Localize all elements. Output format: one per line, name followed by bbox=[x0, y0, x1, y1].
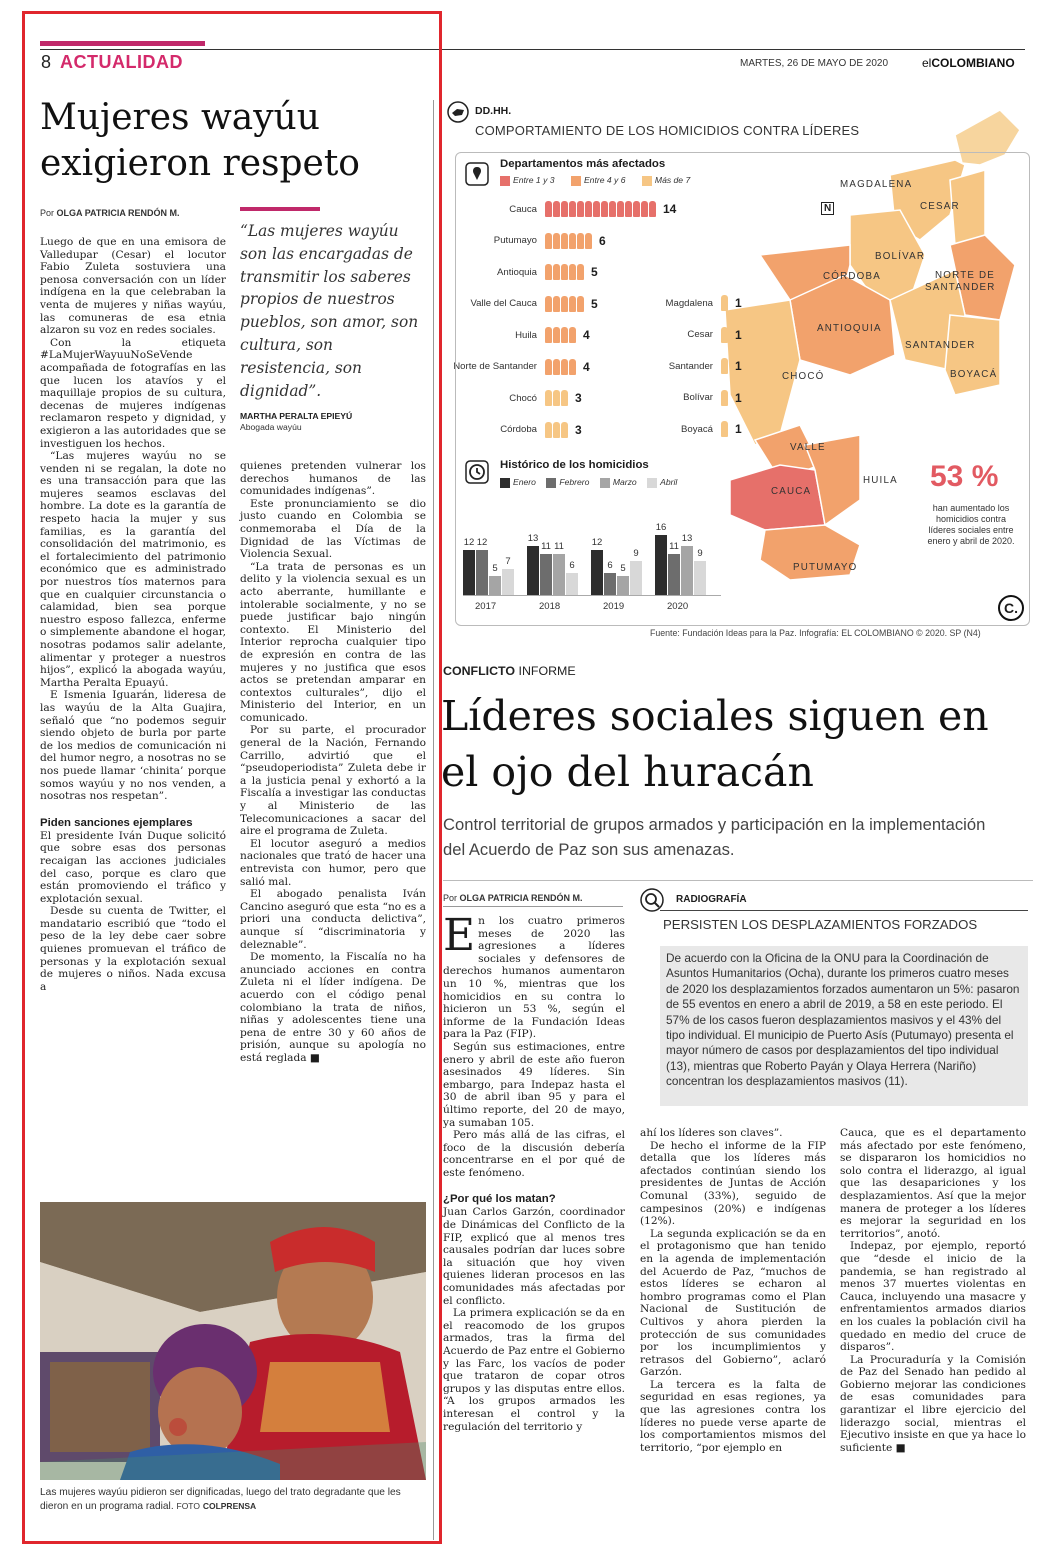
dept-label: Bolívar bbox=[683, 392, 713, 403]
map-label: VALLE bbox=[790, 442, 826, 453]
paragraph: De hecho el informe de la FIP detalla que los líderes más afectados continúan siendo los presidentes de Juntas de Acción Comunal (33%), seguido de campesinos (20%) e indígenas (12%). bbox=[640, 1139, 826, 1228]
map-label: BOLÍVAR bbox=[875, 251, 926, 262]
left-byline: Por OLGA PATRICIA RENDÓN M. bbox=[40, 208, 180, 218]
hist-value: 11 bbox=[541, 540, 551, 552]
map-label: SANTANDER bbox=[925, 282, 996, 293]
pull-quote: “Las mujeres wayúu son las encargadas de transmitir los saberes propios de nuestros pueblos, son amor, son cultura, son resistencia, son dignidad”. bbox=[240, 222, 419, 400]
hist-legend: Enero Febrero Marzo Abril bbox=[500, 477, 677, 488]
paragraph: Por su parte, el procurador general de la Nación, Fernando Carrillo, advirtió que el “pseudoperiodista” Zuleta debe ir a la justicia penal y exhortó a la Fiscalía a investigar las conductas y al Ministerio de las Telecomunicaciones a sacar del aire el programa de Zuleta. bbox=[240, 724, 426, 838]
issue-date: MARTES, 26 DE MAYO DE 2020 bbox=[740, 58, 889, 69]
map-label: CHOCÓ bbox=[782, 371, 825, 382]
paragraph: La tercera es la falta de seguridad en esas regiones, ya que las agresiones contra los líderes no puede verse aparte de los comportamientos mismos del territorio, “por ejemplo en bbox=[640, 1378, 826, 1454]
photo-illustration bbox=[40, 1202, 426, 1480]
paragraph: Luego de que en una emisora de Valledupar (Cesar) el locutor Fabio Zuleta sostuviera una penosa conversación con un líder indígena en la que celebraban la venta de mujeres y niñas wayúu, las comuneras de esa etnia alzaron su voz en redes sociales. bbox=[40, 236, 226, 337]
map-label: NORTE DE bbox=[935, 270, 996, 281]
infographic-source: Fuente: Fundación Ideas para la Paz. Infografía: EL COLOMBIANO © 2020. SP (N4) bbox=[650, 628, 981, 638]
hist-value: 12 bbox=[463, 537, 475, 548]
paragraph: “Las mujeres wayúu no se venden ni se regalan, la dote no es una transacción para que las mujeres seamos esclavas del hombre. La dote es la garantía de respeto hacia la mujer y sus familias, es la garantía del consolidación del matrimonio, es el fortalecimiento del patrimonio económico que es administrado por nuestros tíos maternos para que en cualquier circunstancia o calamidad, bien sea porque nuestro esposo fallezca, enferme o simplemente abandone el hogar, nosotras podamos salir adelante, alimentar y proteger a nuestros hijos”, explicó la abogada wayúu, Martha Peralta Epuayú. bbox=[40, 450, 226, 689]
hist-year: 2017 bbox=[475, 601, 497, 612]
dept-value: 3 bbox=[575, 422, 582, 437]
paragraph: Juan Carlos Garzón, coordinador de Dinámicas del Conflicto de la FIP, explicó que al menos tres causales podrían dar luces sobre la situación que hoy viven quienes lideran procesos en las comunidades más afectadas por el conflicto. bbox=[443, 1206, 625, 1307]
sidebar-rule bbox=[660, 910, 1028, 911]
map-label: BOYACÁ bbox=[950, 369, 998, 380]
paragraph: E Ismenia Iguarán, lideresa de las wayúu de la Alta Guajira, señaló que “no podemos seguir siendo objeto de burla por parte de los medios de comunicación ni del humor negro, a nosotras no se nos puede llamar ‘chinita’ porque somos wayúu y no nos venden, a nosotras nos respetan”. bbox=[40, 689, 226, 803]
left-article-title: Mujeres wayúu exigieron respeto bbox=[40, 97, 360, 184]
percentage-note: han aumentado los homicidios contra líderes sociales entre enero y abril de 2020. bbox=[927, 503, 1015, 546]
dept-value: 1 bbox=[735, 327, 742, 342]
map-label: MAGDALENA bbox=[840, 179, 913, 190]
left-column-2 bbox=[240, 460, 426, 1065]
dept-label: Córdoba bbox=[500, 424, 537, 435]
sidebar-text: De acuerdo con la Oficina de la ONU para la Coordinación de Asuntos Humanitarios (Ocha), durante los primeros cuatro meses de 2020 los desplazamientos forzados aumentaron un 5%: pasaron de 55 eventos en enero a abril de 2019, a 58 en este periodo. El 57% de los casos fueron desplazamientos masivos y el 43% del tipo individual. El municipio de Puerto Asís (Putumayo) presenta el mayor número de casos por desplazamientos del tipo individual (13), mientras que Roberto Payán y Olaya Herrera (Nariño) concentran los desplazamientos masivos (11). bbox=[660, 946, 1028, 1106]
map-label: CESAR bbox=[920, 201, 960, 212]
photo-caption: Las mujeres wayúu pidieron ser dignificadas, luego del trato degradante que les dieron en un programa radial. FOTO COLPRENSA bbox=[40, 1487, 401, 1512]
brand-logo: elCOLOMBIANO bbox=[922, 56, 1015, 70]
hist-chart-title: Histórico de los homicidios bbox=[500, 459, 649, 471]
dept-label: Magdalena bbox=[665, 297, 713, 309]
hist-value: 11 bbox=[669, 540, 679, 552]
paragraph: ahí los líderes son claves”. bbox=[640, 1127, 783, 1139]
hist-value: 11 bbox=[554, 540, 564, 552]
magnifier-icon bbox=[640, 888, 664, 912]
paragraph: La primera explicación se da en el reacomodo de los grupos armados, tras la firma del Acuerdo de Paz entre el Gobierno y las Farc, los vacíos de poder que trataron de copar otros grupos y las disputas entre ellos. “A los grupos armados les interesan el control y la regulación del territorio y bbox=[443, 1307, 625, 1433]
dept-label: Cesar bbox=[687, 329, 713, 340]
paragraph: Cauca, que es el departamento más afectado por este fenómeno, se dispararon los homicidios no solo contra el liderazgo, al igual que las desapariciones y los desplazamientos. Así que la mejor manera de proteger a los líderes es mejorar la seguridad en los territorios”, anotó. bbox=[840, 1127, 1026, 1240]
left-column-1 bbox=[40, 236, 226, 993]
column-divider bbox=[433, 100, 434, 1540]
hist-value: 12 bbox=[476, 537, 488, 548]
dept-label: Santander bbox=[668, 360, 713, 372]
info-title: COMPORTAMIENTO DE LOS HOMICIDIOS CONTRA LÍDERES bbox=[475, 123, 860, 138]
paragraph: El abogado penalista Iván Cancino aseguró que esta “no es a priori una conducta delictiva”, aunque sí “discriminatoria y deleznable”. bbox=[240, 888, 426, 951]
dept-value: 1 bbox=[735, 296, 742, 310]
subheading: ¿Por qué los matan? bbox=[443, 1193, 556, 1206]
dept-value: 1 bbox=[735, 390, 742, 405]
quote-role: Abogada wayúu bbox=[240, 422, 302, 432]
map-label: PUTUMAYO bbox=[793, 562, 858, 573]
dept-label: Valle del Cauca bbox=[470, 298, 537, 309]
dept-value: 3 bbox=[575, 391, 582, 405]
dept-label: Huila bbox=[515, 329, 537, 341]
paragraph: El locutor aseguró a medios nacionales que trató de hacer una entrevista con humor, pero que salió mal. bbox=[240, 837, 426, 888]
right-column-3 bbox=[840, 1127, 1026, 1454]
big-percentage: 53 % bbox=[930, 460, 999, 493]
dept-value: 6 bbox=[599, 233, 606, 248]
hist-value: 9 bbox=[697, 548, 703, 560]
hist-year: 2020 bbox=[667, 601, 689, 612]
hist-value: 13 bbox=[527, 533, 539, 545]
byline-rule bbox=[443, 906, 623, 907]
dept-value: 1 bbox=[735, 422, 742, 436]
paragraph: En los cuatro primeros meses de 2020 las agresiones a líderes sociales y defensores de derechos humanos aumentaron un 10 %, mientras que los homicidios en su contra lo hicieron un 53 %, según el informe de la Fundación Ideas para la Paz (FIP). bbox=[443, 910, 625, 1041]
drop-cap: E bbox=[443, 910, 476, 961]
paragraph: Este pronunciamiento se dio justo cuando en Colombia se conmemoraba el Día de la Dignidad de las Víctimas de Violencia Sexual. bbox=[240, 497, 426, 561]
paragraph: La Procuraduría y la Comisión de Paz del Senado han pedido al Gobierno mejorar las condiciones de esas comunidades para garantizar el libre ejercicio del liderazgo social, mientras el Ejecutivo insiste en que ya hace lo suficiente ■ bbox=[840, 1353, 1026, 1454]
paragraph: El presidente Iván Duque solicitó que sobre esas dos personas recaigan las acciones judiciales del caso, porque es claro que están promoviendo el tráfico y explotación sexual. bbox=[40, 829, 226, 905]
page-number: 8 bbox=[41, 52, 52, 72]
dept-value: 5 bbox=[591, 265, 598, 279]
paragraph: De momento, la Fiscalía no ha anunciado acciones en contra Zuleta ni el líder indígena. De acuerdo con el código penal colombiano la trata de niños, niñas y adolescentes tiene una pena de entre 30 y 60 años de prisión, aunque su apología no está reglada ■ bbox=[240, 951, 426, 1064]
sidebar-title: PERSISTEN LOS DESPLAZAMIENTOS FORZADOS bbox=[663, 917, 978, 932]
article-photo bbox=[40, 1202, 426, 1480]
map-label: CAUCA bbox=[771, 486, 812, 497]
deck-rule bbox=[443, 880, 1033, 881]
right-article-title: Líderes sociales siguen en el ojo del huracán bbox=[441, 692, 989, 796]
hist-value: 12 bbox=[591, 537, 603, 548]
infographic-frame bbox=[455, 152, 1030, 626]
dept-value: 14 bbox=[663, 202, 677, 216]
map-label: HUILA bbox=[863, 475, 898, 486]
paragraph: quienes pretenden vulnerar los derechos humanos de las comunidades indígenas”. bbox=[240, 460, 426, 498]
dept-value: 4 bbox=[583, 359, 590, 374]
publisher-logo: C. bbox=[998, 595, 1024, 621]
hist-value: 13 bbox=[681, 533, 693, 545]
hist-year: 2018 bbox=[539, 601, 561, 612]
dept-value: 4 bbox=[583, 328, 590, 342]
quote-author: MARTHA PERALTA EPIEYÚ bbox=[240, 411, 353, 421]
dept-label: Cauca bbox=[509, 203, 537, 215]
paragraph: Desde su cuenta de Twitter, el mandatario escribió que “todo el peso de la ley debe caer sobre quienes promuevan el tráfico de personas y la explotación sexual de mujeres o niños. Nada excusa a bbox=[40, 905, 226, 993]
article-kicker: CONFLICTO INFORME bbox=[443, 664, 576, 678]
paragraph: “La trata de personas es un delito y la violencia sexual es un acto aberrante, humillante e intolerable socialmente, y no se puede justificar bajo ningún contexto. El Ministerio del Interior reprocha cualquier tipo de expresión en contra de las mujeres y no justifica que esos actos se pretendan amparar en contextos culturales”, dijo el Ministerio del Interior, en un comunicado. bbox=[240, 560, 426, 724]
right-column-2 bbox=[640, 1127, 826, 1454]
dept-label: Putumayo bbox=[493, 235, 537, 246]
hist-value: 16 bbox=[655, 522, 667, 533]
dept-label: Antioquia bbox=[496, 266, 537, 278]
paragraph: Indepaz, por ejemplo, reportó que “desde el inicio de la pandemia, se han registrado al menos 37 muertes violentas en Cauca, incluyendo una masacre y enfrentamientos armados diarios en los cuales la población civil ha quedado en medio del cruce de disparos”. bbox=[840, 1240, 1026, 1354]
dept-value: 5 bbox=[591, 296, 598, 311]
hist-value: 5 bbox=[492, 563, 498, 575]
hist-value: 5 bbox=[620, 563, 626, 575]
hist-value: 6 bbox=[607, 559, 613, 571]
right-byline: Por OLGA PATRICIA RENDÓN M. bbox=[443, 893, 583, 903]
quote-bar bbox=[240, 207, 320, 211]
paragraph: Con la etiqueta #LaMujerWayuuNoSeVende acompañada de fotografías en las que lucen los atavíos y el maquillaje propios de su cultura, decenas de mujeres indígenas reclamaron respeto y dignidad, y exigieron a las autoridades que se investiguen los hechos. bbox=[40, 336, 226, 450]
paragraph: La segunda explicación se da en el protagonismo que han tenido en la agenda de implementación del Acuerdo de Paz, “muchos de estos líderes se echaron al hombro programas como el Plan Nacional de Sustitución de Cultivos y ahora pierden la protección de sus comunidades por los incumplimientos y retrasos del Gobierno”, aclaró Garzón. bbox=[640, 1227, 826, 1379]
sidebar-label: RADIOGRAFÍA bbox=[676, 894, 747, 905]
section-title: ACTUALIDAD bbox=[60, 52, 183, 72]
right-column-1 bbox=[443, 910, 625, 1433]
rights-icon bbox=[447, 101, 469, 123]
hist-value: 7 bbox=[505, 555, 511, 567]
dept-chart-title: Departamentos más afectados bbox=[500, 158, 666, 170]
dept-label: Boyacá bbox=[681, 423, 713, 435]
info-tag: DD.HH. bbox=[475, 105, 512, 117]
paragraph: Pero más allá de las cifras, el foco de la discusión debería concentrarse en el por qué de este fenómeno. bbox=[443, 1129, 625, 1179]
north-arrow: N bbox=[821, 202, 834, 215]
dept-legend: Entre 1 y 3 Entre 4 y 6 Más de 7 bbox=[500, 175, 690, 186]
article-deck: Control territorial de grupos armados y participación en la implementación del Acuerdo de Paz son sus amenazas. bbox=[443, 815, 986, 859]
map-label: CÓRDOBA bbox=[823, 271, 881, 282]
dept-label: Chocó bbox=[509, 392, 537, 404]
paragraph: Según sus estimaciones, entre enero y abril de este año fueron asesinados 49 líderes. Sin embargo, para Indepaz hasta el 30 de abril iban 95 y para el último reporte, del 20 de mayo, ya sumaban 105. bbox=[443, 1040, 625, 1129]
subheading: Piden sanciones ejemplares bbox=[40, 816, 193, 829]
hist-value: 9 bbox=[633, 548, 639, 560]
map-label: ANTIOQUIA bbox=[817, 323, 882, 334]
map-label: SANTANDER bbox=[905, 340, 976, 351]
dept-value: 1 bbox=[735, 359, 742, 373]
hist-value: 6 bbox=[569, 559, 575, 571]
dept-label: Norte de Santander bbox=[453, 361, 537, 372]
hist-year: 2019 bbox=[603, 601, 625, 612]
